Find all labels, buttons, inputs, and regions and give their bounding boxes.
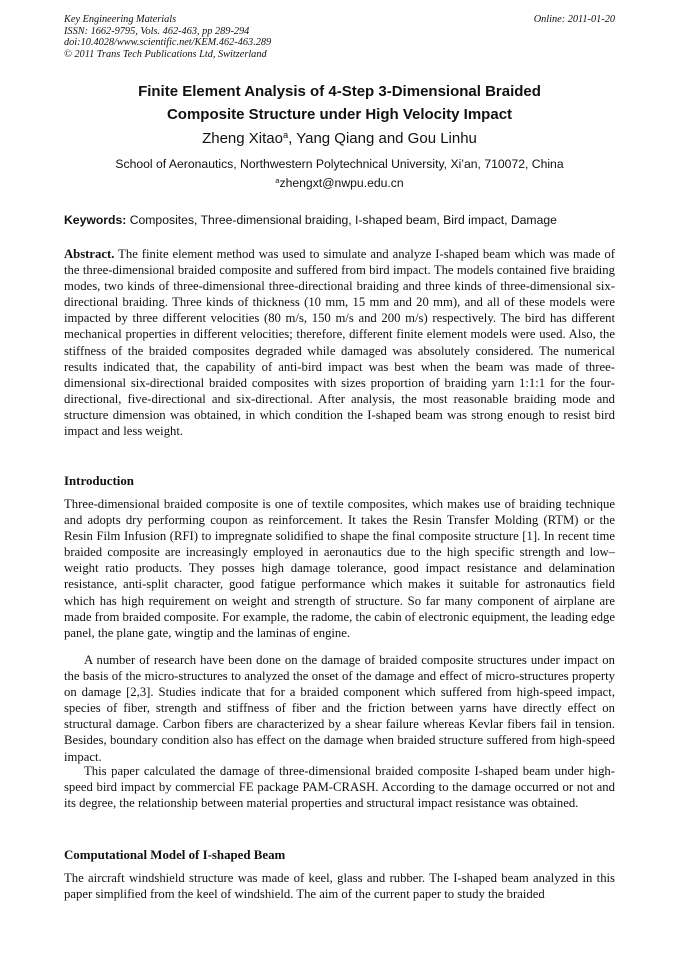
keywords-label: Keywords: xyxy=(64,213,127,227)
abstract-text: The finite element method was used to simulate and analyze I-shaped beam which was made of the three-dimensional braided composite and suffered from bird impact. The models contained five braiding modes, two kinds of three-dimensional three-directional braiding and three kinds of three-dimensional six-directional braiding. Three kinds of thickness (10 mm, 15 mm and 20 mm), and all of these models were impacted by three different velocities (80 m/s, 150 m/s and 200 m/s) respectively. The bird has different mechanical properties in different velocities; therefore, different finite element models were used. Also, the stiffness of the braided composites degraded while damaged was absolutely considered. The numerical results indicated that, the capability of anti-bird impact was best when the beam was made of three-dimensional six-directional braided composites with sizes proportion of braiding yarn 1:1:1 for the four-directional, five-directional and six-directional. After analysis, the most reasonable braiding mode and structure dimension was obtained, in which condition the I-shaped beam was strong enough to resist bird impact and less weight. xyxy=(64,247,615,439)
title-line-2: Composite Structure under High Velocity Impact xyxy=(166,106,513,123)
affiliation: School of Aeronautics, Northwestern Polytechnical University, Xi’an, 710072, China xyxy=(115,157,564,171)
abstract-label: Abstract. xyxy=(64,247,115,261)
paper-title xyxy=(64,80,615,126)
email-affil-mark: a xyxy=(275,175,280,185)
author-list xyxy=(64,129,615,149)
author-1: Zheng Xitao xyxy=(202,130,283,147)
copyright-line: © 2011 Trans Tech Publications Ltd, Switzerland xyxy=(64,48,267,60)
computational-paragraph-1: The aircraft windshield structure was made of keel, glass and rubber. The I-shaped beam analyzed in this paper simplified from the keel of windshield. The aim of the current paper to study the braided xyxy=(64,871,615,902)
intro-paragraph-3: This paper calculated the damage of three-dimensional braided composite I-shaped beam under high-speed bird impact by commercial FE package PAM-CRASH. According to the damage occurred or not and its degree, the relationship between material properties and structural impact resistance was obtained. xyxy=(64,764,615,811)
other-authors: , Yang Qiang and Gou Linhu xyxy=(288,130,477,147)
issn-line: ISSN: 1662-9795, Vols. 462-463, pp 289-294 xyxy=(64,25,250,37)
keywords xyxy=(64,212,615,228)
author-email xyxy=(64,175,615,191)
online-date: Online: 2011-01-20 xyxy=(533,14,615,25)
section-heading-introduction: Introduction xyxy=(64,474,134,488)
email-address: zhengxt@nwpu.edu.cn xyxy=(279,176,404,190)
section-heading-computational-model: Computational Model of I-shaped Beam xyxy=(64,848,286,862)
author-1-affil-mark: a xyxy=(282,129,289,140)
doi-line: doi:10.4028/www.scientific.net/KEM.462-463.289 xyxy=(64,37,272,49)
abstract xyxy=(64,246,615,439)
journal-name: Key Engineering Materials xyxy=(64,14,177,25)
title-line-1: Finite Element Analysis of 4-Step 3-Dimensional Braided xyxy=(138,83,541,100)
journal-header xyxy=(64,14,271,60)
intro-paragraph-1: Three-dimensional braided composite is one of textile composites, which makes use of braiding technique and adopts dry performing coupon as reinforcement. It takes the Resin Transfer Molding (RTM) or the Resin Film Infusion (RFI) to impregnate solidified to shape the final composite structure [1]. In recent time braided composite are increasingly employed in aeronautics due to the high specific strength and low–weight ratio products. They posses high damage tolerance, good impact resistance and delamination resistance, anti-split character, good fatigue performance which makes it suitable for astronautics field which has high requirement on weight and strength of structure. So far many component of airplane are made from braided composite. For example, the radome, the cabin of electronic equipment, the leading edge panel, the plane gate, wingtip and the laminas of engine. xyxy=(64,497,615,640)
intro-paragraph-2: A number of research have been done on the damage of braided composite structures under impact on the basis of the micro-structures to analyzed the onset of the damage and effect of micro-structures property on damage [2,3]. Studies indicate that for a braided component which suffered from high-speed impact, species of fiber, strength and stiffness of fiber and the friction between yarns have directly effect on structural damage. Carbon fibers are characterized by a shear failure whereas Kevlar fibers fail in tension. Besides, boundary condition also has effect on the damage when braided structure suffered from high-speed impact. xyxy=(64,653,615,764)
keywords-text: Composites, Three-dimensional braiding, I-shaped beam, Bird impact, Damage xyxy=(126,213,557,227)
